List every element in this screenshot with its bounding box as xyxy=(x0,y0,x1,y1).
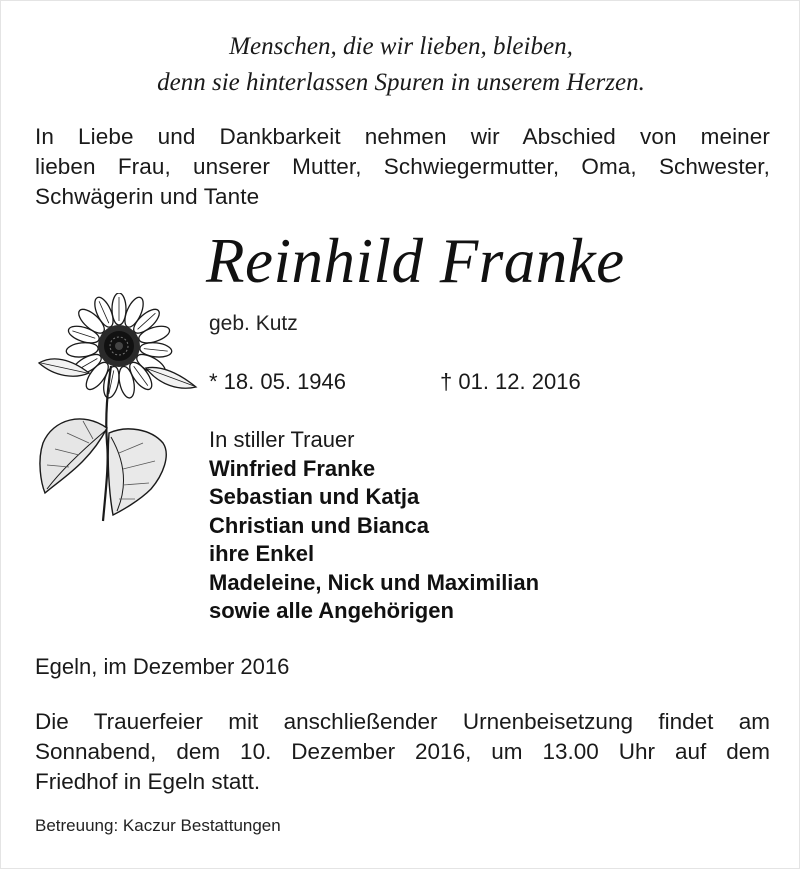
mourner-name: Madeleine, Nick und Maximilian xyxy=(209,569,540,595)
motto-line-1: Menschen, die wir lieben, bleiben, xyxy=(229,33,573,60)
funeral-line-1: Die Trauerfeier mit anschließender Urnenbeisetzung findet am xyxy=(35,709,770,734)
mourners-list xyxy=(209,426,539,626)
intro-line-1: In Liebe und Dankbarkeit nehmen wir Abschied von meiner xyxy=(35,124,770,149)
funeral-home-credit: Betreuung: Kaczur Bestattungen xyxy=(35,816,281,835)
funeral-line-2: Sonnabend, dem 10. Dezember 2016, um 13.00 Uhr auf dem xyxy=(35,739,770,764)
deceased-name: Reinhild Franke xyxy=(206,226,625,296)
mourner-name: Sebastian und Katja xyxy=(209,484,420,509)
intro-text xyxy=(35,122,770,212)
birth-date: * 18. 05. 1946 xyxy=(209,369,347,394)
mourner-name: ihre Enkel xyxy=(209,541,315,566)
funeral-info xyxy=(35,707,770,797)
birth-name: geb. Kutz xyxy=(209,312,298,335)
motto-line-2: denn sie hinterlassen Spuren in unserem Herzen. xyxy=(157,69,645,96)
mourners-lead: In stiller Trauer xyxy=(209,427,355,452)
intro-line-2: lieben Frau, unserer Mutter, Schwiegermutter, Oma, Schwester, xyxy=(35,154,770,179)
place-and-date: Egeln, im Dezember 2016 xyxy=(35,654,290,679)
motto-quote xyxy=(1,29,800,101)
mourner-name: sowie alle Angehörigen xyxy=(209,598,454,623)
mourner-name: Winfried Franke xyxy=(209,455,376,481)
sunflower-icon xyxy=(31,293,201,523)
death-date: † 01. 12. 2016 xyxy=(440,369,581,394)
funeral-line-3: Friedhof in Egeln statt. xyxy=(35,769,261,794)
mourner-name: Christian und Bianca xyxy=(209,512,430,538)
intro-line-3: Schwägerin und Tante xyxy=(35,184,260,209)
